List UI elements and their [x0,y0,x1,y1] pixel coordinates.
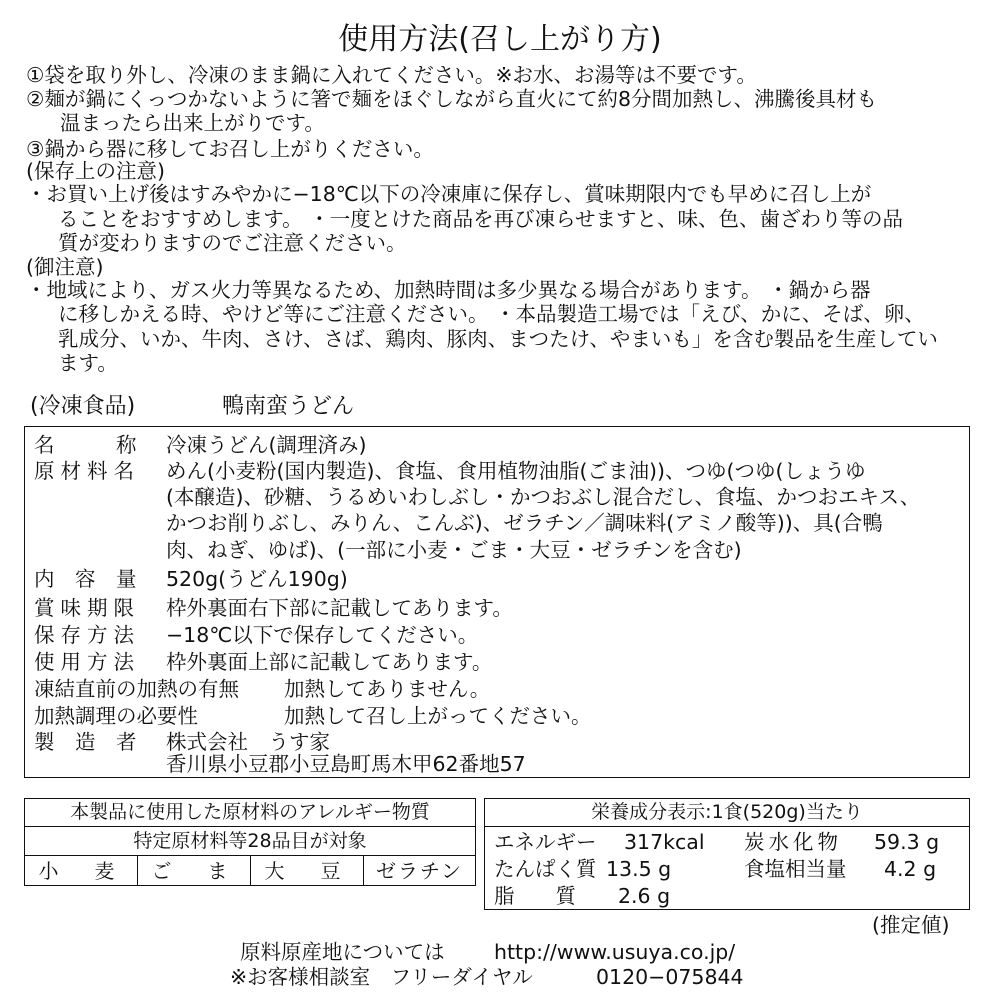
footer-origin-text: 原料原産地については [240,940,445,964]
label-frozen-key: 凍結直前の加熱の有無 [34,677,239,701]
caution-line-1: ・地域により、ガス火力等異なるため、加熱時間は多少異なる場合があります。 ・鍋から器 [26,278,871,302]
label-heating-key: 加熱調理の必要性 [34,704,198,728]
label-ingredients-line-4: 肉、ねぎ、ゆば)、(一部に小麦・ごま・大豆・ゼラチンを含む) [166,538,742,562]
nutrition-carb-value: 59.3 g [874,830,940,854]
footer-url-link[interactable]: http://www.usuya.co.jp/ [494,940,736,964]
nutrition-estimate-note: (推定値) [872,913,950,937]
label-maker-address: 香川県小豆郡小豆島町馬木甲62番地57 [166,752,526,776]
nutrition-energy-label: エネルギー [494,830,597,854]
label-ingredients-line-3: かつお削りぶし、みりん、こんぶ)、ゼラチン／調味料(アミノ酸等))、具(合鴨 [166,511,883,535]
allergy-divider-1 [24,826,476,827]
nutrition-energy-value: 317kcal [624,830,705,854]
label-maker-key: 製 造 者 [34,730,137,754]
product-name: 鴨南蛮うどん [222,394,355,419]
nutrition-divider [484,826,970,827]
allergy-subtitle: 特定原材料等28品目が対象 [133,830,367,852]
label-volume-value: 520g(うどん190g) [166,567,348,591]
label-heating-value: 加熱して召し上がってください。 [284,704,592,728]
storage-note-line-2: ることをおすすめします。 ・一度とけた商品を再び凍らせますと、味、色、歯ざわり等の品 [58,207,903,231]
caution-line-4: ます。 [58,351,118,375]
nutrition-fat-label: 脂 質 [494,884,576,908]
label-storage-key: 保存方法 [34,623,140,647]
allergy-item-soybean: 大 豆 [264,859,349,883]
caution-line-3: 乳成分、いか、牛肉、さけ、さば、鶏肉、豚肉、まつたけ、やまいも」を含む製品を生産してい [58,327,938,351]
label-ingredients-line-1: めん(小麦粉(国内製造)、食塩、食用植物油脂(ごま油))、つゆ(つゆ(しょうゆ [166,459,866,483]
usage-step-2: ②麺が鍋にくっつかないように箸で麺をほぐしながら直火にて約8分間加熱し、沸騰後具材も [26,87,878,111]
nutrition-salt-label: 食塩相当量 [744,857,847,881]
footer-contact-label: ※お客様相談室 フリーダイヤル [230,965,533,989]
usage-step-1: ①袋を取り外し、冷凍のまま鍋に入れてください。※お水、お湯等は不要です。 [26,63,757,87]
label-frozen-value: 加熱してありません。 [284,677,491,701]
nutrition-protein-value: 13.5 g [606,857,672,881]
nutrition-protein-label: たんぱく質 [494,857,597,881]
usage-step-3: ③鍋から器に移してお召し上がりください。 [26,137,434,161]
nutrition-salt-value: 4.2 g [884,857,937,881]
label-bestbefore-value: 枠外裏面右下部に記載してあります。 [166,596,513,620]
allergy-item-wheat: 小 麦 [38,859,123,883]
label-usage-key: 使用方法 [34,650,140,674]
usage-step-2-cont: 温まったら出来上がりです。 [60,111,325,135]
label-storage-value: −18℃以下で保存してください。 [166,623,479,647]
allergy-item-gelatin: ゼラチン [376,859,463,883]
label-maker-value: 株式会社 うす家 [166,730,330,754]
storage-heading: (保存上の注意) [26,159,165,183]
caution-heading: (御注意) [26,255,104,279]
label-volume-key: 内 容 量 [34,567,137,591]
label-bestbefore-key: 賞味期限 [34,596,140,620]
storage-note-line-1: ・お買い上げ後はすみやかに−18℃以下の冷凍庫に保存し、賞味期限内でも早めに召し上が [26,182,872,206]
allergy-title: 本製品に使用した原材料のアレルギー物質 [70,801,430,823]
nutrition-fat-value: 2.6 g [618,884,671,908]
label-ingredients-key: 原材料名 [34,459,140,483]
label-usage-value: 枠外裏面上部に記載してあります。 [166,650,493,674]
product-category: (冷凍食品) [30,394,136,419]
label-name-key: 名 称 [34,433,137,457]
label-name-value: 冷凍うどん(調理済み) [166,433,367,457]
label-ingredients-line-2: (本醸造)、砂糖、うるめいわしぶし・かつおぶし混合だし、食塩、かつおエキス、 [166,485,921,509]
allergy-item-sesame: ご ま [151,859,236,883]
storage-note-line-3: 質が変わりますのでご注意ください。 [58,231,407,255]
nutrition-title: 栄養成分表示:1食(520g)当たり [591,801,863,823]
nutrition-carb-label: 炭水化物 [744,830,842,854]
page-title: 使用方法(召し上がり方) [338,22,662,57]
caution-line-2: に移しかえる時、やけど等にご注意ください。 ・本品製造工場では「えび、かに、そば、卵、 [58,302,925,326]
footer-phone-number: 0120−075844 [596,965,744,989]
